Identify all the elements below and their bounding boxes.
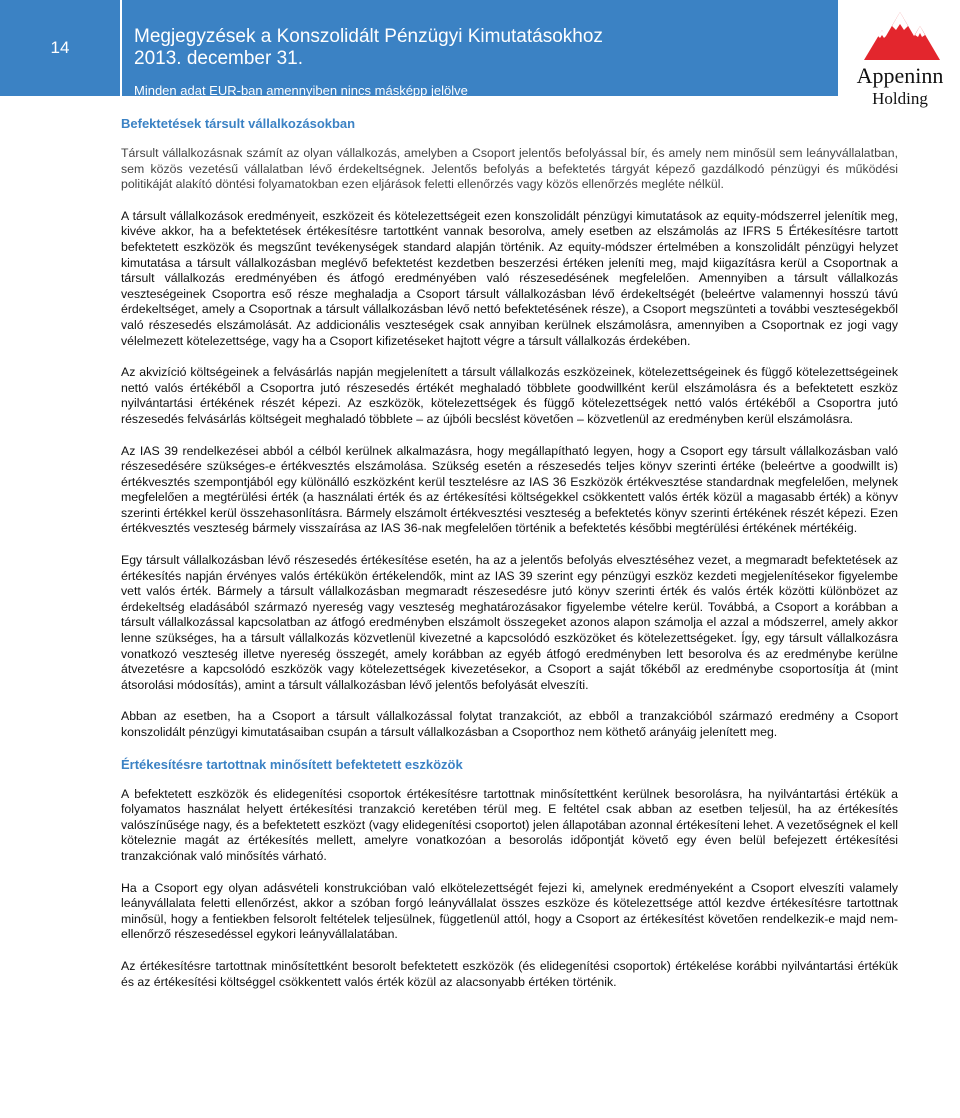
paragraph: A társult vállalkozások eredményeit, eszközeit és kötelezettségeit ezen konszolidált pénzügyi kimutatások az equity-módszerrel jelenítik meg, kivéve akkor, ha a befektetések értékesítésre tartottként vannak besorolva, amely esetben az elszámolás az IFRS 5 Értékesítésre tartott befektetett eszközök és megszűnt tevékenységek standard alapján történik. Az equity-módszer értelmében a konszolidált pénzügyi helyzet kimutatása a társult vállalkozásban meglévő befektetést kezdetben beszerzési értéken jeleníti meg, majd kiigazításra kerül a Csoportnak a társult vállalkozás eredményében és átfogó eredményében való részesedésének megfelelően. Amennyiben a társult vállalkozás veszteségeinek Csoportra eső része meghaladja a Csoport társult vállalkozásban lévő érdekeltségét (beleértve valamennyi hosszú távú érdekeltséget, amely a Csoportnak a társult vállalkozásban lévő nettó befektetésének része), a Csoport megszünteti a további veszteségekből való részesedés elszámolását. Az addicionális veszteségek csak annyiban kerülnek elszámolásra, amennyiben a Csoportnak ez jogi vagy vélelmezett kötelezettsége, vagy ha a Csoport kifizetéseket hajtott végre a társult vállalkozás érdekében. [121,208,898,348]
paragraph: Egy társult vállalkozásban lévő részesedés értékesítése esetén, ha az a jelentős befolyás elvesztéséhez vezet, a megmaradt befektetések az értékesítés napján érvényes valós értékükön értékelendők, mint az IAS 39 szerint egy pénzügyi eszköz kezdeti megjelenítésekor figyelembe vett valós érték. Bármely a társult vállalkozásban megmaradt részesedésre jutó könyv szerinti érték és valós érték közötti különbözet az érdekeltség eladásából származó nyereség vagy veszteség meghatározásakor figyelembe vételre kerül. Továbbá, a Csoport a korábban a társult vállalkozással kapcsolatban az átfogó eredményben elszámolt összegeket azonos alapon számolja el azzal a módszerrel, amely akkor lenne szükséges, ha a társult vállalkozás közvetlenül kivezetné a kapcsolódó eszközöket és kötelezettségeket. Így, egy társult vállalkozásra vonatkozó veszteség illetve nyereség összegét, amely korábban az egyéb átfogó eredményben lett besorolva és az eredménybe kerülne átvezetésre a kapcsolódó eszközök vagy kötelezettségek kivezetésekor, a Csoport a saját tőkéből az eredménybe csoportosítja át (mint átsorolási módosítás), amint a társult vállalkozásban lévő jelentős befolyását elveszíti. [121,553,898,692]
paragraph: Az IAS 39 rendelkezései abból a célból kerülnek alkalmazásra, hogy megállapítható legyen, hogy a Csoport egy társult vállalkozásban való részesedésére szükséges-e értékvesztés elszámolása. Szükség esetén a részesedés teljes könyv szerinti értéke (beleértve a goodwillt is) értékvesztés szempontjából egy különálló eszközként kerül tesztelésre az IAS 36 Eszközök értékvesztése standardnak megfelelően, melynek megfelelően a megtérülési érték (a használati érték és az értékesítési költségekkel csökkentett valós érték közül a magasabb érték) a könyv szerinti értékkel kerül összehasonlításra. Bármely elszámolt értékvesztési veszteség a befektetés könyv szerinti értékének részét képezi. Ezen értékvesztés veszteség bármely visszaírása az IAS 36-nak megfelelően történik a befektetés későbbi megtérülési értékének mértékéig. [121,443,898,536]
section-title: Értékesítésre tartottnak minősített befektetett eszközök [121,756,463,772]
logo-name: Appeninn [856,63,944,88]
title-line-1: Megjegyzések a Konszolidált Pénzügyi Kimutatásokhoz [134,26,603,47]
document-body [121,116,898,1006]
paragraph: Az értékesítésre tartottnak minősítettként besorolt befektetett eszközök (és elidegenítési csoportok) értékelése korábbi nyilvántartási értékük és az értékesítési költséggel csökkentett valós érték közül az alacsonyabb értéken történik. [121,958,898,989]
page-number: 14 [0,0,120,96]
paragraph: A befektetett eszközök és elidegenítési csoportok értékesítésre tartottnak minősítettként kerülnek besorolásra, ha nyilvántartási értékük a folyamatos használat helyett értékesítési tranzakció keretében térül meg. E feltétel csak abban az esetben teljesül, ha az értékesítés valószínűsége nagy, és a befektetett eszközt (vagy elidegenítési csoportot) jelen állapotában azonnal értékesíteni lehet. A vezetőségnek el kell köteleznie magát az értékesítés mellett, amelyre vonatkozóan a besorolás időpontját követő egy éven belül befejezett értékesítési tranzakciónak való minősítés várható. [121,786,898,863]
title-line-2: 2013. december 31. [134,48,304,69]
mountain-icon [842,6,958,62]
paragraph: Ha a Csoport egy olyan adásvételi konstrukcióban való elkötelezettségét fejezi ki, amelynek eredményeként a Csoport elveszíti valamely leányvállalata feletti ellenőrzést, akkor a szóban forgó leányvállalat összes eszköze és kötelezettsége attól kezdve értékesítésre tartottnak minősül, hogy a fentiekben felsorolt feltételek teljesülnek, függetlenül attól, hogy a Csoport az értékesítést követően rendelkezik-e majd nem-ellenőrző részesedéssel egykori leányvállalatában. [121,880,898,942]
document-title [134,26,603,70]
company-logo [842,6,958,110]
paragraph: Társult vállalkozásnak számít az olyan vállalkozás, amelyben a Csoport jelentős befolyással bír, és amely nem minősül sem leányvállalatban, sem közös vezetésű vállalatban lévő érdekeltségnek. Jelentős befolyás a befektetés tárgyát képező gazdálkodó pénzügyi és működési politikáját alakító döntési folyamatokban ezen eljárások feletti ellenőrzés vagy közös ellenőrzés megléte nélkül. [121,146,898,192]
paragraph: Abban az esetben, ha a Csoport a társult vállalkozással folytat tranzakciót, az ebből a tranzakcióból származó eredmény a Csoport konszolidált pénzügyi kimutatásaiban csupán a társult vállalkozásban a Csoporthoz nem köthető arányáig jelenített meg. [121,709,898,739]
paragraph: Az akvizíció költségeinek a felvásárlás napján megjelenített a társult vállalkozás eszközeinek, kötelezettségeinek és függő kötelezettségeinek nettó valós értékéből a Csoportra jutó részesedés értékét meghaladó többlete goodwillként kerül elszámolásra és a befektetett eszköz nyilvántartási értékének részét képezi. Az eszközök, kötelezettségek és függő kötelezettségek nettó valós értékéből a Csoportra jutó részesedés felvásárlás költségeit meghaladó többlete – az újbóli becslést követően – közvetlenül az eredményben kerül elszámolásra. [121,365,898,426]
currency-note: Minden adat EUR-ban amennyiben nincs másképp jelölve [134,83,468,98]
logo-subname: Holding [872,89,928,108]
section-title: Befektetések társult vállalkozásokban [121,116,356,131]
